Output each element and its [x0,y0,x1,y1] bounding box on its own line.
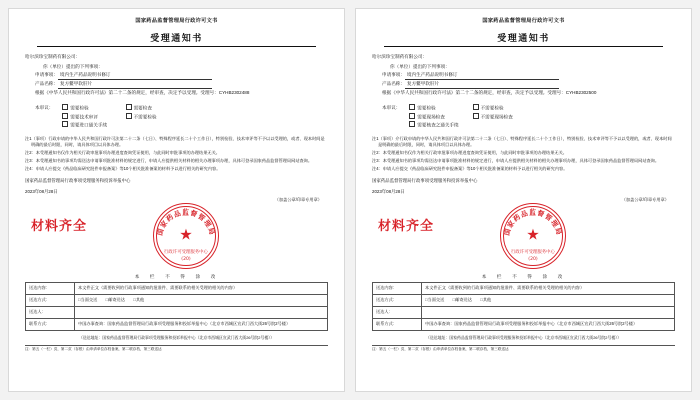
table-cell-key: 送达内容： [373,282,422,294]
table-cell-value [422,306,675,318]
table-cell-key: 联系方式： [26,318,75,330]
copy-distribution-note: 注：第五（一栏）页，第二页（存根）由申请单位存档备案，第二联存档，第三联送达 [372,347,509,352]
note-item: 注1（事项）行政申请的中华人民共和国行政许可法第二十二条（七日）、特殊程序延长二十个工作日），特别检验、技术审评等不予以以受理的，或者、现本时间是明确的最后时限，同时，请具体项目以具体办理。 [25,135,325,148]
checkbox-item[interactable] [473,104,535,113]
seal-star-icon: ★ [526,226,540,244]
field-intro: 你（单位）提出的下列事项： [43,64,103,69]
checkbox-label: 不需要检验 [480,105,504,111]
field-application-type-label: 申请事项： [35,72,58,77]
seal-year-text: (20) [528,256,538,262]
bottom-divider [25,345,328,346]
document-title: 受理通知书 [497,33,550,43]
checkbox-label: 需要核查之通关手续 [417,122,459,128]
stamp-caption: （加盖公章/印章专用章） [621,196,669,202]
table-cell-key: 送达人： [373,306,422,318]
checkbox-icon[interactable] [409,104,415,110]
checkbox-icon[interactable] [62,121,68,127]
checkbox-label: 需要进口通关手续 [70,122,108,128]
copy-distribution-note: 注：第五（一栏）页，第二页（存根）由申请单位存档备案，第二联存档，第三联送达 [25,347,162,352]
materials-complete-stamp: 材料齐全 [31,218,88,234]
table-row [373,294,675,306]
table-cell-key: 送达内容： [26,282,75,294]
table-row [26,282,328,294]
table-row [26,306,328,318]
checkbox-label: 需要检验 [417,105,436,111]
title-divider [384,46,663,47]
checkbox-label: 需要检验 [70,105,89,111]
checkbox-item[interactable] [473,113,535,122]
checkbox-icon[interactable] [62,104,68,110]
delivery-section-heading: 本 栏 不 得 涂 改 [481,273,566,279]
delivery-address-note: （送达地址：国家药品监督管理局行政事项受理服务和投诉举报中心（北京市西城区宣武门西大街26号院2号楼）） [425,334,622,340]
checkbox-label: 需要现场检查 [417,114,445,119]
table-row [373,318,675,330]
checkbox-label: 不需要检验 [133,114,157,119]
checkbox-group-label: 本审议： [382,105,401,110]
delivery-table [25,282,328,331]
delivery-table [372,282,675,331]
checkbox-item[interactable] [62,104,124,113]
checkbox-group [409,104,534,130]
delivery-section-heading: 本 栏 不 得 涂 改 [134,273,219,279]
table-cell-key: 送达方式： [26,294,75,306]
table-row [26,318,328,330]
issuing-office-line: 国家药品监督管理局行政事项受理服务和投诉举报中心 [25,177,131,183]
seal-star-icon: ★ [179,226,193,244]
certificate-document-left [8,8,345,392]
field-application-type-value: 境内生产药品说明书修订 [405,71,559,80]
checkbox-icon[interactable] [473,104,479,110]
checkbox-group-label: 本审议： [35,105,54,110]
seal-bottom-text: 行政许可受理服务中心 [511,249,555,255]
table-cell-value: 中国办事查询：国家药品监督管理局行政事项受理服务和投诉举报中心（北京市西城区宣武门西大街26号院2号楼） [75,318,328,330]
issue-date: 2023年08月28日 [372,188,405,194]
field-product-name [35,80,328,89]
field-product-name-value: 复方鳖甲软肝片 [405,80,559,89]
review-checkbox-block [382,104,675,130]
review-checkbox-block [35,104,328,130]
note-item: 注1（事项）介行政申请的中华人民共和国行政许可法第二十二条（七日）、特殊程序延长二十个工作日），特别检验、技术审评等不予以以受理的，或者、现本时间是明确的最后时限，同时，请具体项目以具体办理。 [372,135,672,148]
field-product-name-label: 产品名称： [382,81,405,86]
document-header-agency: 国家药品监督管理局行政许可文书 [482,18,565,24]
table-cell-value: 中国办事查询：国家药品监督管理局行政事项受理服务和投诉举报中心（北京市西城区宣武门西大街26号院2号楼） [422,318,675,330]
issue-date: 2023年08月28日 [25,188,58,194]
note-item: 注3：本受理通知书的事项均需送达申请事项批准材料的规定进行，申请人应提供相关材料的相关办理事项办理，具体可登录国家药品监督管理局网站查询。 [372,158,660,164]
table-cell-key: 联系方式： [373,318,422,330]
official-seal [153,203,219,269]
checkbox-icon[interactable] [473,113,479,119]
notes-block [25,136,328,173]
checkbox-label: 不需要现场检查 [480,114,513,119]
field-intro: 你（单位）提出的下列事项： [390,64,450,69]
table-row [373,282,675,294]
checkbox-icon[interactable] [62,113,68,119]
field-application-type [35,71,328,80]
certificate-document-right [355,8,692,392]
checkbox-item[interactable] [409,104,471,113]
note-item: 注4：申请人应提交《药品临床研究批件申报备案》等10个相关批准备案的材料予以进行相关的研究内容。 [372,166,568,172]
field-application-type-value: 境内生产药品说明书修订 [58,71,212,80]
seal-bottom-text: 行政许可受理服务中心 [164,249,208,255]
seal-year-text: (20) [181,256,191,262]
table-cell-value: 本文件正文（需要收到的行政事项通知的批准件、需要联系的相关受理的相关的内容） [75,282,328,294]
table-cell-value: 本文件正文（需要收到的行政事项通知的批准件、需要联系的相关受理的相关的内容） [422,282,675,294]
checkbox-icon[interactable] [409,121,415,127]
bottom-divider [372,345,675,346]
delivery-address-note: （送达地址：国家药品监督管理局行政事项受理服务和投诉举报中心（北京市西城区宣武门西大街26号院2号楼）） [78,334,275,340]
note-item: 注3：本受理通知书的事项均需送达申请事项批准材料的规定进行，申请人应提供相关材料的相关办理事项办理，具体可登录国家药品监督管理局网站查询。 [25,158,313,164]
field-product-name-label: 产品名称： [35,81,58,86]
notes-block [372,136,675,173]
addressee-line: 哈尔滨珍宝制药有限公司： [25,54,81,59]
stamp-caption: （加盖公章/印章专用章） [274,196,322,202]
document-title: 受理通知书 [150,33,203,43]
seal-arc-text: 国家药品监督管理局 [155,208,217,237]
checkbox-label: 需要检查 [133,105,152,111]
checkbox-item[interactable] [409,121,471,130]
note-item: 注2：本受理通知书仅作为相关行政审批事项办理进度查询凭证使用，与此同时审批事项的办理结果无关。 [372,150,567,156]
note-item: 注4：申请人应提交《药品临床研究批件申报备案》等10个相关批准备案的材料予以进行相关的研究内容。 [25,166,221,172]
seal-arc-text: 国家药品监督管理局 [502,208,564,237]
document-header-agency: 国家药品监督管理局行政许可文书 [135,18,218,24]
checkbox-icon[interactable] [126,104,132,110]
field-product-name-value: 复方鳖甲软肝片 [58,80,212,89]
checkbox-icon[interactable] [126,113,132,119]
table-cell-key: 送达人： [26,306,75,318]
table-row [373,306,675,318]
issuing-office-line: 国家药品监督管理局行政事项受理服务和投诉举报中心 [372,177,478,183]
checkbox-item[interactable] [409,113,471,122]
field-application-type [382,71,675,80]
addressee-line: 哈尔滨珍宝制药有限公司： [372,54,428,59]
title-divider [37,46,316,47]
checkbox-item[interactable] [62,113,124,122]
table-cell-value [75,306,328,318]
stamp-area [25,197,328,271]
checkbox-icon[interactable] [409,113,415,119]
table-row [26,294,328,306]
checkbox-item[interactable] [126,113,188,122]
note-item: 注2：本受理通知书仅作为相关行政审批事项办理进度查询凭证使用，与此同时审批事项的办理结果无关。 [25,150,220,156]
checkbox-item[interactable] [126,104,188,113]
checkbox-group [62,104,187,130]
materials-complete-stamp: 材料齐全 [378,218,435,234]
checkbox-label: 需要技术审评 [70,114,98,119]
field-product-name [382,80,675,89]
stamp-area [372,197,675,271]
table-cell-key: 送达方式： [373,294,422,306]
table-cell-value[interactable]: □当面交送 □邮寄送达 □其他 [422,294,675,306]
field-acceptance-statement: 根据《中华人民共和国行政许可法》第二十二条的规定，经审查，决定予以受理。受理号：CYHB2302500 [382,90,597,95]
table-cell-value[interactable]: □当面交送 □邮寄送达 □其他 [75,294,328,306]
official-seal [500,203,566,269]
field-acceptance-statement: 根据《中华人民共和国行政许可法》第二十二条的规定，经审查，决定予以受理。受理号：CYHB2302488 [35,90,250,95]
field-application-type-label: 申请事项： [382,72,405,77]
checkbox-item[interactable] [62,121,124,130]
